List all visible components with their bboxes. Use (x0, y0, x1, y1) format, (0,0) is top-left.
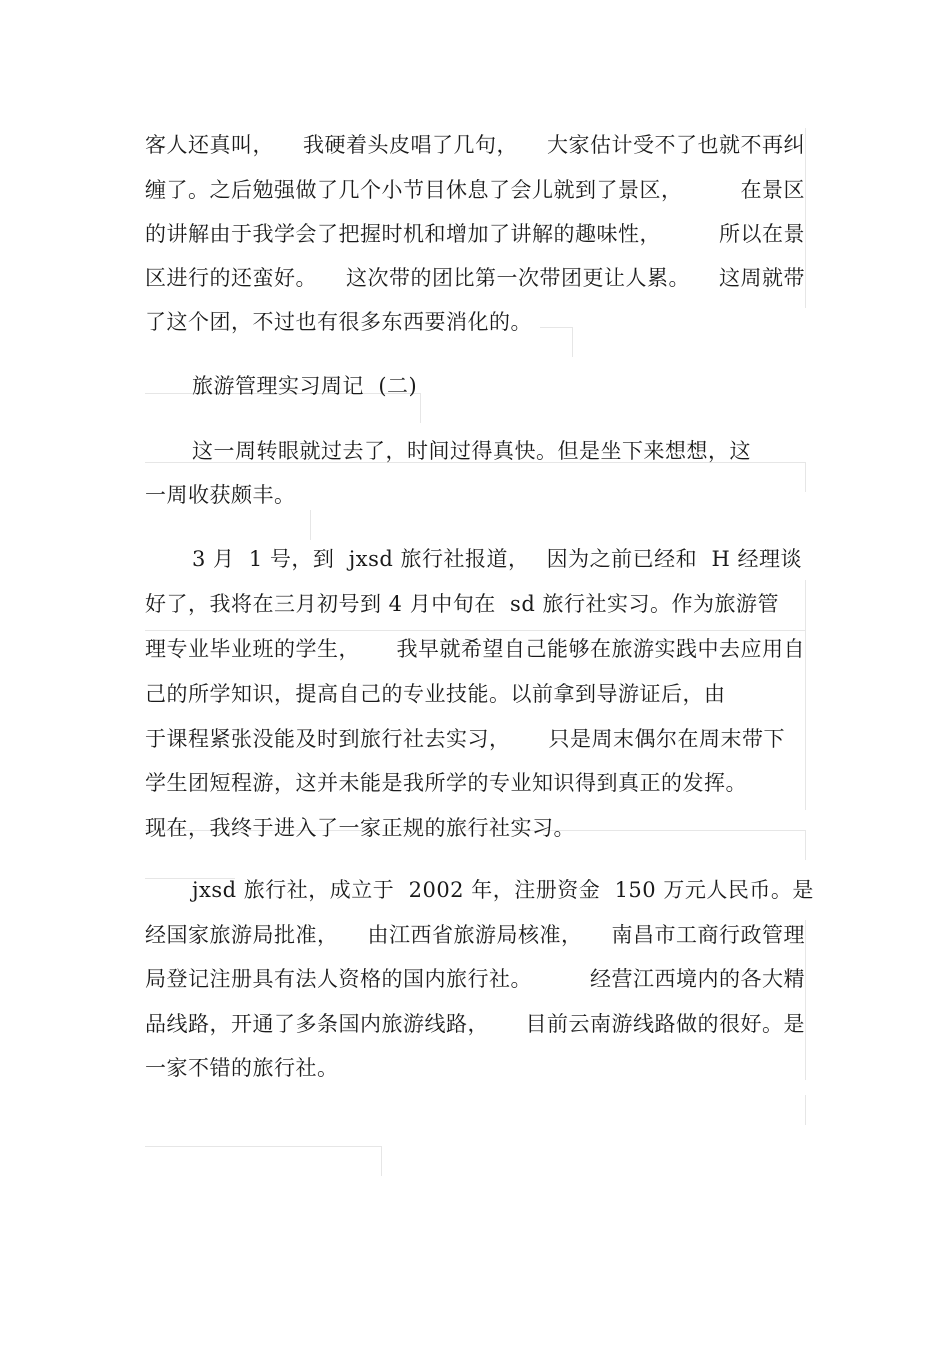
text-segment: 区进行的还蛮好。 (145, 266, 317, 290)
text-line: 一周收获颇丰。 (145, 483, 296, 507)
text-segment: 大家估计受不了也就不再纠 (547, 133, 805, 157)
rule-artifact (805, 580, 806, 810)
text-segment: 于课程紧张没能及时到旅行社去实习， (145, 727, 511, 751)
text-segment: 我硬着头皮唱了几句， (303, 133, 518, 157)
text-segment: 因为之前已经和 H 经理谈 (546, 547, 802, 571)
text-line (145, 176, 805, 204)
text-segment: 目前云南游线路做的很好。是 (525, 1012, 805, 1036)
rule-artifact (805, 128, 806, 308)
text-line: jxsd 旅行社，成立于 2002 年，注册资金 150 万元人民币。是 (192, 878, 814, 902)
text-line (145, 220, 805, 248)
section-heading: 旅游管理实习周记 (二) (192, 374, 418, 398)
text-segment: 3 月 1 号，到 jxsd 旅行社报道， (192, 547, 530, 571)
text-segment: 经营江西境内的各大精 (590, 967, 805, 991)
rule-artifact (381, 1146, 382, 1176)
text-line (145, 725, 785, 753)
text-line (145, 1010, 805, 1038)
text-line (145, 131, 805, 159)
text-line (145, 635, 805, 663)
text-line: 了这个团，不过也有很多东西要消化的。 (145, 310, 532, 334)
text-segment: 所以在景 (719, 222, 805, 246)
text-segment: 只是周末偶尔在周末带下 (548, 727, 785, 751)
text-segment: 的讲解由于我学会了把握时机和增加了讲解的趣味性， (145, 222, 661, 246)
text-line: 一家不错的旅行社。 (145, 1056, 339, 1080)
text-segment: 这周就带 (719, 266, 805, 290)
text-line: 学生团短程游，这并未能是我所学的专业知识得到真正的发挥。 (145, 771, 747, 795)
text-segment: 客人还真叫， (145, 133, 274, 157)
text-line (145, 921, 805, 949)
text-segment: 缠了。之后勉强做了几个小节目休息了会儿就到了景区， (145, 178, 683, 202)
text-segment: 经国家旅游局批准， (145, 923, 339, 947)
text-line: 好了，我将在三月初号到 4 月中旬在 sd 旅行社实习。作为旅游管 (145, 592, 779, 616)
text-segment: 局登记注册具有法人资格的国内旅行社。 (145, 967, 532, 991)
rule-artifact (805, 830, 806, 860)
text-segment: 由江西省旅游局核准， (367, 923, 583, 947)
text-line (192, 545, 802, 573)
text-line: 现在，我终于进入了一家正规的旅行社实习。 (145, 816, 575, 840)
rule-artifact (145, 630, 805, 631)
rule-artifact (310, 510, 311, 540)
text-line (145, 264, 805, 292)
rule-artifact (805, 920, 806, 1080)
text-line: 己的所学知识，提高自己的专业技能。以前拿到导游证后，由 (145, 682, 726, 706)
rule-artifact (805, 1095, 806, 1125)
text-segment: 在景区 (740, 178, 805, 202)
rule-artifact (145, 1146, 382, 1147)
text-segment: 理专业毕业班的学生， (145, 637, 360, 661)
text-segment: 品线路，开通了多条国内旅游线路， (145, 1012, 489, 1036)
rule-artifact (805, 462, 806, 492)
text-line (145, 965, 805, 993)
text-segment: 我早就希望自己能够在旅游实践中去应用自 (396, 637, 805, 661)
text-line: 这一周转眼就过去了，时间过得真快。但是坐下来想想，这 (192, 439, 751, 463)
text-segment: 南昌市工商行政管理 (611, 923, 805, 947)
text-segment: 这次带的团比第一次带团更让人累。 (346, 266, 690, 290)
